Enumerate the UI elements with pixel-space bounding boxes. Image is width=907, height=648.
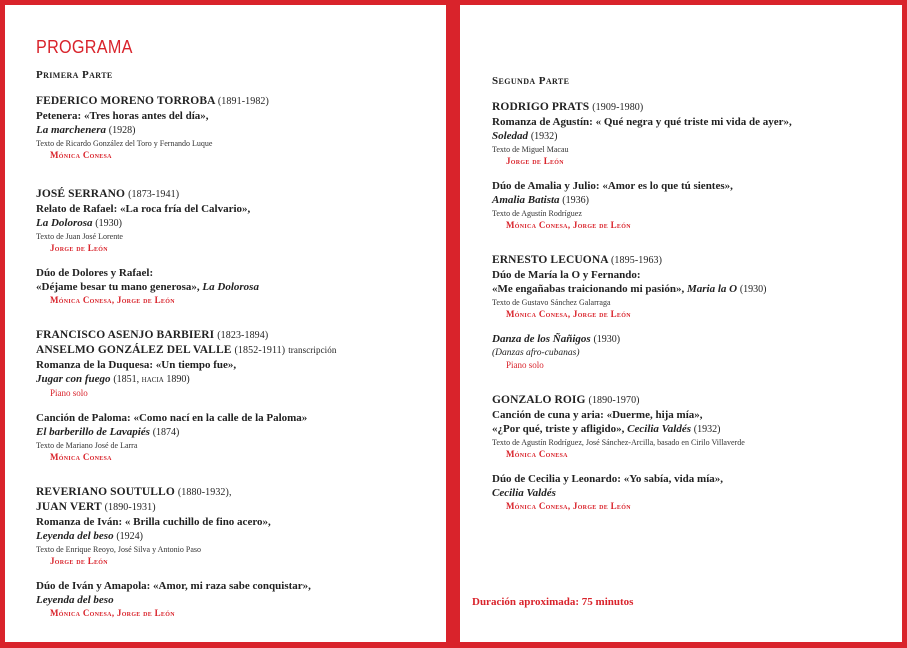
work-title: Leyenda del beso — [36, 594, 114, 606]
performer: Piano solo — [506, 360, 544, 370]
text-credit: Texto de Gustavo Sánchez Galarraga — [492, 298, 611, 307]
composer-block — [492, 100, 882, 231]
work-year: (1930) — [95, 218, 122, 229]
work-item — [492, 472, 882, 512]
composer-name — [36, 485, 426, 500]
duration-note: Duración aproximada: 75 minutos — [472, 596, 634, 608]
composer-block — [36, 187, 426, 306]
composer-years: (1895-1963) — [611, 255, 663, 266]
work-year: (1932) — [693, 424, 721, 435]
work-line: Romanza de la Duquesa: «Un tiempo fue», — [36, 359, 237, 371]
performer: Mónica Conesa — [50, 150, 112, 160]
work-title: Danza de los Ñañigos — [492, 333, 591, 345]
composer-block — [36, 485, 426, 619]
work-title-line — [36, 425, 426, 440]
work-year: (1936) — [562, 195, 589, 206]
work-year-b: hacia — [141, 374, 164, 385]
work-item — [492, 332, 882, 371]
work-year: (1930) — [593, 334, 621, 345]
work-item — [36, 358, 426, 399]
work-line-text: «Déjame besar tu mano generosa», — [36, 281, 200, 293]
work-year: (1874) — [152, 427, 180, 438]
work-title-line — [492, 486, 882, 500]
work-item — [36, 515, 426, 567]
work-title-line — [492, 332, 882, 347]
work-year — [113, 374, 189, 385]
composer-name — [492, 393, 882, 408]
work-item — [492, 268, 882, 320]
work-title-line — [36, 372, 426, 387]
work-title: La Dolorosa — [202, 281, 259, 293]
work-line-text: «Me engañabas traicionando mi pasión», — [492, 283, 685, 295]
composer-name — [492, 100, 882, 115]
work-title: Cecilia Valdés — [492, 487, 556, 499]
work-title-line — [492, 193, 882, 208]
work-year-c: 1890) — [166, 374, 190, 385]
work-title-line — [492, 422, 882, 437]
work-line: Dúo de Iván y Amapola: «Amor, mi raza sabe conquistar», — [36, 580, 311, 592]
composer-years: (1891-1982) — [217, 96, 269, 107]
work-line: Dúo de María la O y Fernando: — [492, 269, 641, 281]
work-line: Canción de Paloma: «Como nací en la calle de la Paloma» — [36, 412, 308, 424]
work-title: Maria la O — [686, 283, 738, 295]
work-title-line — [36, 216, 426, 231]
composer-name — [36, 343, 426, 358]
work-title: Cecilia Valdés — [627, 423, 692, 435]
work-line: Dúo de Cecilia y Leonardo: «Yo sabía, vida mía», — [492, 473, 724, 485]
work-title-line — [492, 129, 882, 144]
work-title: Jugar con fuego — [36, 373, 111, 385]
composer-name-text: JUAN VERT — [36, 501, 102, 513]
composer-name — [36, 328, 426, 343]
composer-name-text: RODRIGO PRATS — [492, 101, 590, 113]
work-year: (1924) — [116, 531, 144, 542]
performer: Mónica Conesa — [50, 452, 112, 462]
left-page — [5, 5, 446, 642]
composer-years: (1852-1911) — [234, 345, 286, 356]
composer-name — [36, 94, 426, 109]
composer-block — [492, 253, 882, 371]
work-line: Petenera: «Tres horas antes del día», — [36, 110, 209, 122]
work-title: El barberillo de Lavapiés — [36, 426, 150, 438]
work-title: La Dolorosa — [36, 217, 93, 229]
composer-years: (1890-1931) — [104, 502, 156, 513]
work-title-line — [36, 593, 426, 607]
work-title-line — [36, 280, 426, 294]
work-line: Canción de cuna y aria: «Duerme, hija mía», — [492, 409, 703, 421]
work-title: La marchenera — [36, 124, 106, 136]
performer: Jorge de León — [50, 556, 108, 566]
work-line: Romanza de Agustín: « Qué negra y qué triste mi vida de ayer», — [492, 116, 792, 128]
performer: Piano solo — [50, 388, 88, 398]
text-credit: Texto de Agustín Rodríguez, José Sánchez-Arcilla, basado en Cirilo Villaverde — [492, 438, 745, 447]
performer: Jorge de León — [506, 156, 564, 166]
composer-block — [36, 328, 426, 463]
text-credit: Texto de Miguel Macau — [492, 145, 569, 154]
work-item — [36, 266, 426, 306]
work-line: Relato de Rafael: «La roca fría del Calvario», — [36, 203, 251, 215]
work-year: (1928) — [108, 125, 136, 136]
work-title-line — [36, 123, 426, 138]
text-credit: Texto de Enrique Reoyo, José Silva y Antonio Paso — [36, 545, 201, 554]
work-year: (1932) — [530, 131, 558, 142]
composer-name-text: ANSELMO GONZÁLEZ DEL VALLE — [36, 344, 232, 356]
performer: Mónica Conesa, Jorge de León — [506, 501, 631, 511]
work-line: Romanza de Iván: « Brilla cuchillo de fino acero», — [36, 516, 271, 528]
part-title-second: Segunda Parte — [492, 75, 570, 87]
part-title-first: Primera Parte — [36, 69, 113, 81]
work-item — [36, 579, 426, 619]
composer-name — [492, 253, 882, 268]
work-line: Dúo de Dolores y Rafael: — [36, 267, 154, 279]
work-item — [36, 109, 426, 161]
performer: Mónica Conesa, Jorge de León — [506, 309, 631, 319]
work-year: (1930) — [739, 284, 767, 295]
work-item — [492, 408, 882, 460]
work-title-line — [36, 529, 426, 544]
text-credit: Texto de Ricardo González del Toro y Fernando Luque — [36, 139, 213, 148]
text-credit: Texto de Agustín Rodríguez — [492, 209, 582, 218]
work-year-a: (1851, — [113, 374, 140, 385]
page-title: PROGRAMA — [36, 37, 133, 57]
composer-note: transcripción — [288, 345, 337, 355]
work-title-line — [492, 282, 882, 297]
composer-block — [492, 393, 882, 512]
work-item — [492, 179, 882, 231]
composer-years: (1890-1970) — [588, 395, 640, 406]
composer-name-text: JOSÉ SERRANO — [36, 188, 126, 200]
composer-name-text: REVERIANO SOUTULLO — [36, 486, 175, 498]
text-credit: Texto de Juan José Lorente — [36, 232, 123, 241]
composer-name-text: ERNESTO LECUONA — [492, 254, 609, 266]
work-title: Leyenda del beso — [36, 530, 114, 542]
composer-name-text: FRANCISCO ASENJO BARBIERI — [36, 329, 215, 341]
composer-years: (1909-1980) — [592, 102, 644, 113]
work-item — [36, 202, 426, 254]
right-page — [460, 5, 902, 642]
composer-name — [36, 500, 426, 515]
composer-block — [36, 94, 426, 161]
composer-years: (1880-1932), — [177, 487, 232, 498]
text-credit: Texto de Mariano José de Larra — [36, 441, 138, 450]
performer: Jorge de León — [50, 243, 108, 253]
composer-name — [36, 187, 426, 202]
composer-name-text: GONZALO ROIG — [492, 394, 586, 406]
work-item — [492, 115, 882, 167]
performer: Mónica Conesa — [506, 449, 568, 459]
performer: Mónica Conesa, Jorge de León — [50, 295, 175, 305]
work-item — [36, 411, 426, 463]
work-title: Soledad — [492, 130, 529, 142]
performer: Mónica Conesa, Jorge de León — [506, 220, 631, 230]
composer-years: (1873-1941) — [128, 189, 180, 200]
performer: Mónica Conesa, Jorge de León — [50, 608, 175, 618]
composer-years: (1823-1894) — [217, 330, 269, 341]
work-line-text: «¿Por qué, triste y afligido», — [492, 423, 625, 435]
work-subtitle: (Danzas afro-cubanas) — [492, 348, 580, 358]
work-line: Dúo de Amalia y Julio: «Amor es lo que tú sientes», — [492, 180, 733, 192]
composer-name-text: FEDERICO MORENO TORROBA — [36, 95, 215, 107]
work-title: Amalia Batista — [492, 194, 560, 206]
